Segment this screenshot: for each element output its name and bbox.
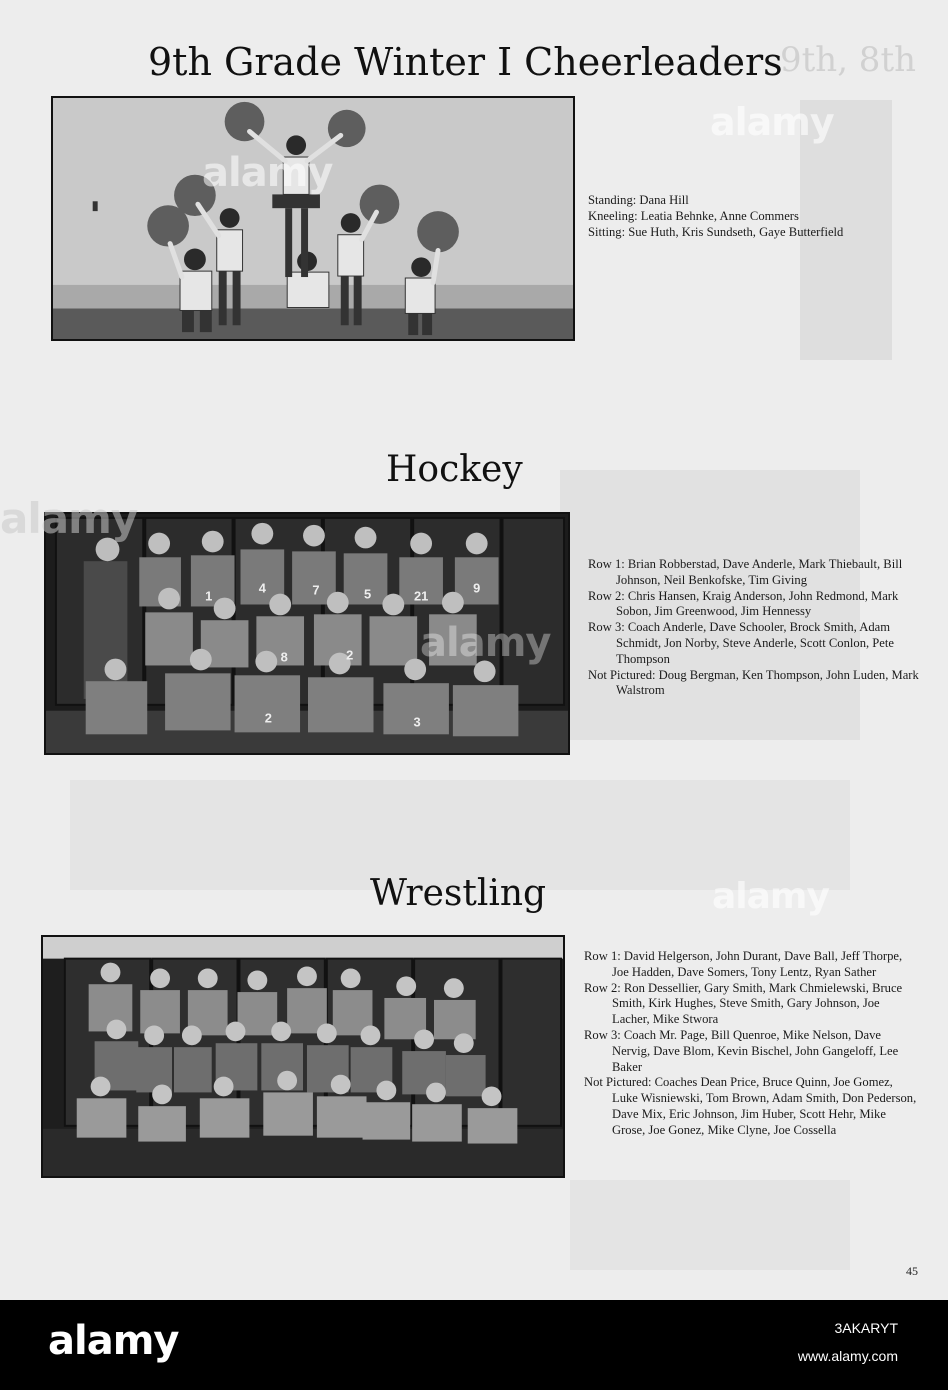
watermark-logo: alamy xyxy=(420,620,551,666)
jersey-number: 5 xyxy=(363,586,372,602)
watermark-logo: alamy xyxy=(0,494,138,543)
hockey-title: Hockey xyxy=(386,449,523,490)
brand-logo: alamy xyxy=(48,1318,179,1364)
caption-line: Row 2: Chris Hansen, Kraig Anderson, John Redmond, Mark Sobon, Jim Greenwood, Jim Hennessy xyxy=(588,588,899,619)
caption-line: Standing: Dana Hill xyxy=(588,193,689,207)
caption-line: Not Pictured: Doug Bergman, Ken Thompson, John Luden, Mark Walstrom xyxy=(588,667,919,698)
wrestling-photo xyxy=(41,935,565,1178)
caption-line: Kneeling: Leatia Behnke, Anne Commers xyxy=(588,208,799,223)
cheerleaders-caption xyxy=(588,193,933,240)
jersey-number: 2 xyxy=(346,647,354,663)
jersey-number: 3 xyxy=(413,714,421,730)
caption-line: Row 2: Ron Dessellier, Gary Smith, Mark Chmielewski, Bruce Smith, Kirk Hughes, Steve Smith, Gary Johnson, Joe Lacher, Mike Stwora xyxy=(584,980,903,1027)
jersey-number: 8 xyxy=(280,649,288,665)
wrestling-caption xyxy=(584,949,920,1139)
caption-line: Row 3: Coach Anderle, Dave Schooler, Brock Smith, Adam Schmidt, Jon Norby, Steve Anderle, Scott Conlon, Pete Thompson xyxy=(588,620,894,666)
caption-line: Not Pictured: Coaches Dean Price, Bruce Quinn, Joe Gomez, Luke Wisniewski, Tom Brown, Adam Smith, Don Pederson, Dave Mix, Eric Johnson, Jim Huber, Scott Hehr, Mike Grose, Joe Gonez, Mike Clyne, Joe Cossella xyxy=(584,1075,917,1137)
caption-line: Row 1: Brian Robberstad, Dave Anderle, Mark Thiebault, Bill Johnson, Neil Benkofske, Tim Giving xyxy=(588,557,903,587)
cheerleaders-photo-art xyxy=(53,98,573,339)
caption-line: Row 1: David Helgerson, John Durant, Dave Ball, Jeff Thorpe, Joe Hadden, Dave Somers, Tony Lentz, Ryan Sather xyxy=(584,949,903,979)
jersey-number: 4 xyxy=(258,580,266,596)
bleed-through-text: 9th, 8th xyxy=(780,40,916,80)
bleed-through-panel xyxy=(570,1180,850,1270)
watermark-logo: alamy xyxy=(710,100,834,144)
cheerleaders-title: 9th Grade Winter I Cheerleaders xyxy=(148,40,783,84)
stock-footer-bar xyxy=(0,1300,948,1390)
jersey-number: 9 xyxy=(473,580,481,596)
wrestling-photo-art xyxy=(43,937,563,1176)
jersey-number: 1 xyxy=(205,588,213,604)
cheerleaders-photo xyxy=(51,96,575,341)
watermark-logo: alamy xyxy=(712,876,829,917)
site-url: www.alamy.com xyxy=(797,1348,898,1364)
hockey-caption xyxy=(588,557,924,699)
jersey-number: 7 xyxy=(312,582,320,598)
jersey-number: 21 xyxy=(413,588,429,604)
watermark-logo: alamy xyxy=(202,150,333,196)
jersey-number: 2 xyxy=(264,710,272,726)
image-id: 3AKARYT xyxy=(834,1320,898,1336)
wrestling-title: Wrestling xyxy=(370,873,547,914)
caption-line: Sitting: Sue Huth, Kris Sundseth, Gaye Butterfield xyxy=(588,224,844,239)
caption-line: Row 3: Coach Mr. Page, Bill Quenroe, Mike Nelson, Dave Nervig, Dave Blom, Kevin Bischel, John Gangeloff, Lee Baker xyxy=(584,1027,899,1074)
page-number: 45 xyxy=(906,1264,918,1278)
